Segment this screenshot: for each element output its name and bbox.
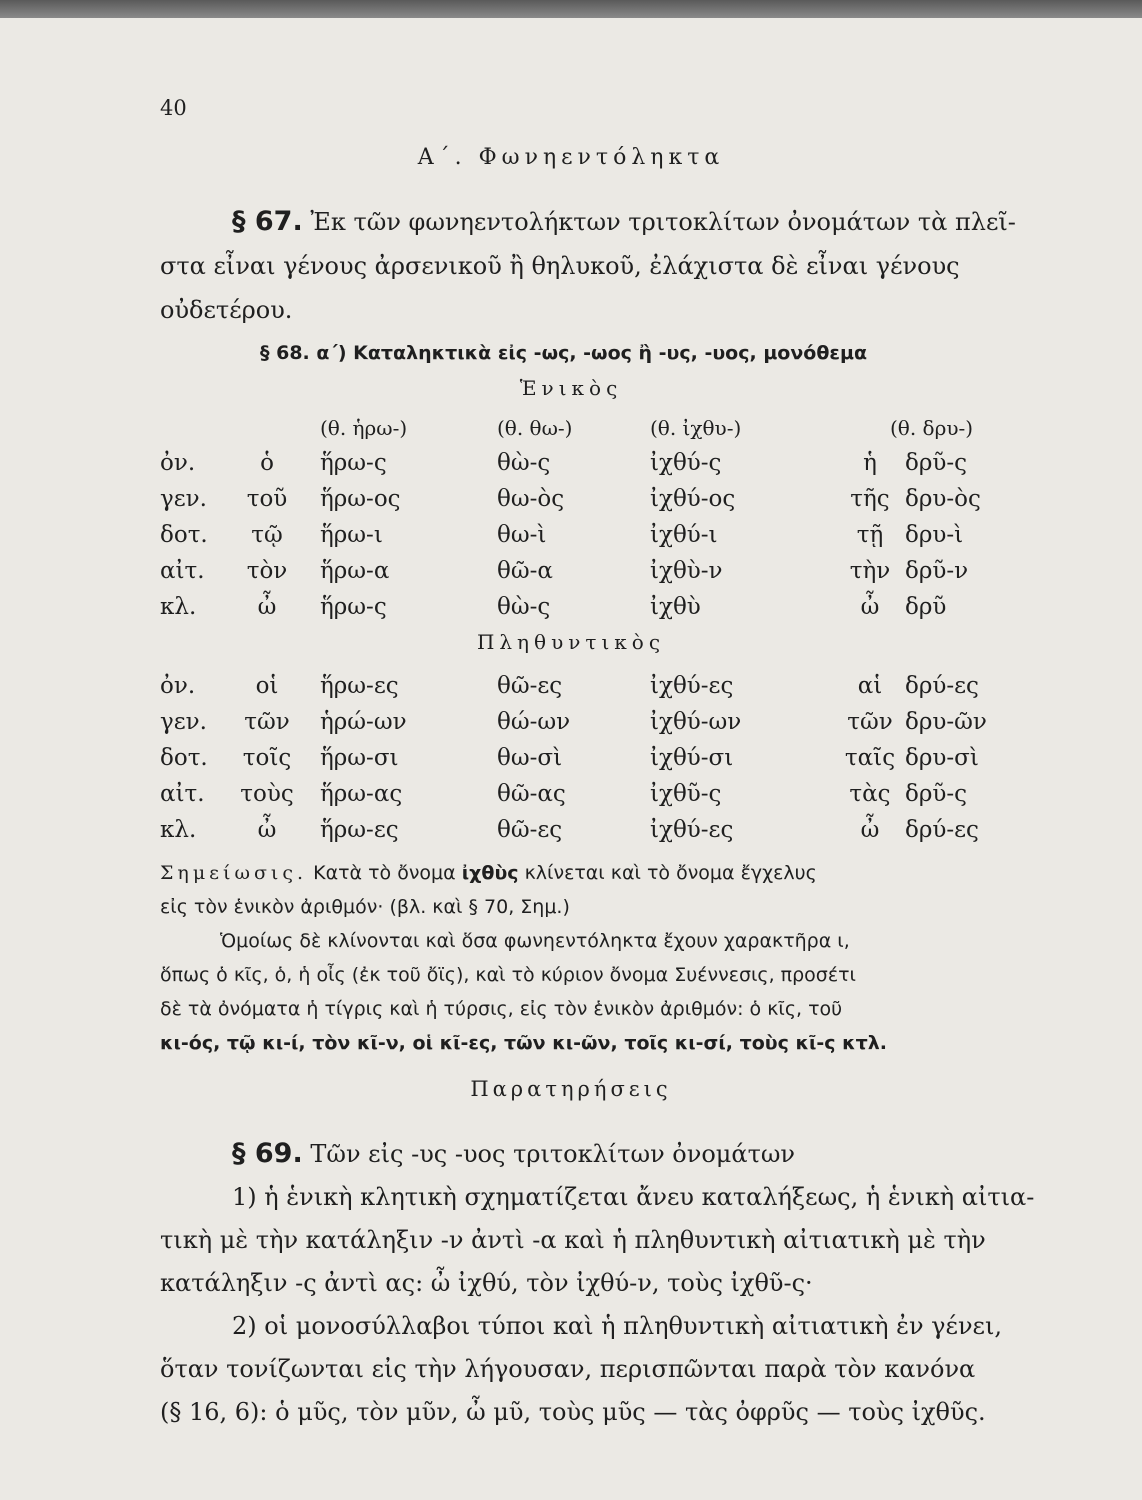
cell-art: τοὺς <box>240 781 294 807</box>
cell-w2: θὼ-ς <box>497 594 551 620</box>
cell-w1: ἥρω-ας <box>320 781 403 807</box>
cell-art2: τὴν <box>849 558 891 584</box>
cell-case: γεν. <box>160 486 207 512</box>
cell-case: κλ. <box>160 817 197 843</box>
section-67-line-1: § 67. Ἐκ τῶν φωνηεντολήκτων τριτοκλίτων ὀνομάτων τὰ πλεῖ- <box>232 206 1016 237</box>
cell-case: ὀν. <box>160 673 196 699</box>
stem-label: (θ. ἡρω-) <box>320 416 408 440</box>
cell-w3: ἰχθύ-ες <box>650 673 734 699</box>
cell-w4: δρυ-σὶ <box>905 745 979 771</box>
cell-art2: ὦ <box>860 594 880 620</box>
page-number: 40 <box>160 96 187 120</box>
cell-art2: τὰς <box>849 781 891 807</box>
section-69-line-5: 2) οἱ μονοσύλλαβοι τύποι καὶ ἡ πληθυντικὴ αἰτιατικὴ ἐν γένει, <box>232 1312 1003 1340</box>
cell-w3: ἰχθύ-ος <box>650 486 736 512</box>
cell-w4: δρυ-ὶ <box>905 522 964 548</box>
cell-w1: ἥρω-α <box>320 558 390 584</box>
note-line: δὲ τὰ ὀνόματα ἡ τίγρις καὶ ἡ τύρσις, εἰς τὸν ἑνικὸν ἀριθμόν: ὁ κῖς, τοῦ <box>160 998 843 1020</box>
cell-w3: ἰχθὺ-ν <box>650 558 723 584</box>
cell-w4: δρῦ-ς <box>905 450 968 476</box>
section-67-number: § 67. <box>232 206 303 237</box>
stem-label: (θ. δρυ-) <box>890 416 974 440</box>
chapter-heading: Α΄. Φωνηεντόληκτα <box>417 145 725 170</box>
note-line: Ὁμοίως δὲ κλίνονται καὶ ὅσα φωνηεντόληκτα ἔχουν χαρακτῆρα ι, <box>220 930 850 952</box>
cell-w2: θῶ-α <box>497 558 553 584</box>
cell-art: ὦ <box>257 817 277 843</box>
singular-label: Ἑνικὸς <box>519 376 623 400</box>
scan-top-edge <box>0 0 1142 18</box>
cell-w3: ἰχθύ-σι <box>650 745 734 771</box>
cell-art2: ὦ <box>860 817 880 843</box>
cell-w3: ἰχθύ-ι <box>650 522 718 548</box>
cell-art: τῶν <box>244 709 290 735</box>
cell-art2: τῇ <box>856 522 884 548</box>
cell-w3: ἰχθύ-ες <box>650 817 734 843</box>
cell-w4: δρυ-ὸς <box>905 486 981 512</box>
cell-w1: ἥρω-ι <box>320 522 383 548</box>
section-69-line-4: κατάληξιν -ς ἀντὶ ας: ὦ ἰχθύ, τὸν ἰχθύ-ν, τοὺς ἰχθῦ-ς· <box>160 1269 813 1297</box>
cell-w2: θῶ-ας <box>497 781 566 807</box>
cell-art: ὦ <box>257 594 277 620</box>
cell-case: ὀν. <box>160 450 196 476</box>
section-69 <box>160 1132 1035 1434</box>
cell-w4: δρῦ <box>905 594 947 620</box>
cell-w3: ἰχθύ-ς <box>650 450 722 476</box>
cell-w1: ἥρω-ς <box>320 450 387 476</box>
cell-art2: ταῖς <box>844 745 896 771</box>
cell-case: αἰτ. <box>160 558 205 584</box>
cell-art2: τῆς <box>850 486 890 512</box>
cell-case: γεν. <box>160 709 207 735</box>
cell-art: τὸν <box>246 558 288 584</box>
cell-case: δοτ. <box>160 522 208 548</box>
cell-w1: ἥρω-ες <box>320 673 399 699</box>
cell-art2: αἱ <box>857 673 883 699</box>
note-label: Σημείωσις. <box>160 862 308 884</box>
cell-w2: θῶ-ες <box>497 817 563 843</box>
cell-w1: ἥρω-ς <box>320 594 387 620</box>
note-line: Σημείωσις. Κατὰ τὸ ὄνομα ἰχθὺς κλίνεται καὶ τὸ ὄνομα ἔγχελυς <box>160 862 817 884</box>
cell-w2: θῶ-ες <box>497 673 563 699</box>
section-67-line-2: στα εἶναι γένους ἀρσενικοῦ ἢ θηλυκοῦ, ἐλάχιστα δὲ εἶναι γένους <box>160 252 960 280</box>
cell-case: αἰτ. <box>160 781 205 807</box>
cell-w4: δρῦ-ν <box>905 558 969 584</box>
section-69-line-1: § 69. Τῶν εἰς -υς -υος τριτοκλίτων ὀνομάτων <box>232 1138 796 1169</box>
cell-art: τῷ <box>251 522 283 548</box>
note-line: εἰς τὸν ἑνικὸν ἀριθμόν· (βλ. καὶ § 70, Σημ.) <box>160 896 570 918</box>
cell-w1: ἡρώ-ων <box>320 709 407 735</box>
cell-art2: ἡ <box>863 450 877 476</box>
section-69-number: § 69. <box>232 1138 303 1169</box>
cell-art2: τῶν <box>847 709 893 735</box>
cell-w1: ἥρω-σι <box>320 745 399 771</box>
cell-w4: δρῦ-ς <box>905 781 968 807</box>
cell-w1: ἥρω-ες <box>320 817 399 843</box>
cell-w4: δρύ-ες <box>905 673 979 699</box>
note-block <box>160 856 990 1060</box>
stem-label: (θ. θω-) <box>497 416 573 440</box>
cell-case: κλ. <box>160 594 197 620</box>
cell-w1: ἥρω-ος <box>320 486 401 512</box>
cell-art: ὁ <box>260 450 274 476</box>
section-68-heading: § 68. α΄) Καταληκτικὰ εἰς -ως, -ωος ἢ -υς, -υος, μονόθεμα <box>260 342 868 364</box>
stem-label: (θ. ἰχθυ-) <box>650 416 742 440</box>
section-69-line-6: ὅταν τονίζωνται εἰς τὴν λήγουσαν, περισπῶνται παρὰ τὸν κανόνα <box>160 1355 976 1383</box>
section-67-line-3: οὐδετέρου. <box>160 296 293 324</box>
note-line: κι-ός, τῷ κι-ί, τὸν κῖ-ν, οἱ κῖ-ες, τῶν κι-ῶν, τοῖς κι-σί, τοὺς κῖ-ς κτλ. <box>160 1032 888 1054</box>
cell-art: τοῖς <box>242 745 292 771</box>
cell-w3: ἰχθῦ-ς <box>650 781 722 807</box>
cell-w4: δρύ-ες <box>905 817 979 843</box>
cell-w2: θὼ-ς <box>497 450 551 476</box>
section-67 <box>160 200 1016 332</box>
section-69-line-7: (§ 16, 6): ὁ μῦς, τὸν μῦν, ὦ μῦ, τοὺς μῦς — τὰς ὀφρῦς — τοὺς ἰχθῦς. <box>160 1398 986 1426</box>
cell-art: οἱ <box>255 673 279 699</box>
observations-heading: Παρατηρήσεις <box>470 1077 672 1101</box>
cell-w4: δρυ-ῶν <box>905 709 987 735</box>
cell-art: τοῦ <box>246 486 288 512</box>
cell-case: δοτ. <box>160 745 208 771</box>
section-69-line-3: τικὴ μὲ τὴν κατάληξιν -ν ἀντὶ -α καὶ ἡ πληθυντικὴ αἰτιατικὴ μὲ τὴν <box>160 1226 986 1254</box>
plural-label: Πληθυντικὸς <box>476 630 666 654</box>
cell-w2: θω-ὸς <box>497 486 565 512</box>
note-line: ὅπως ὁ κῖς, ὁ, ἡ οἶς (ἐκ τοῦ ὄϊς), καὶ τὸ κύριον ὄνομα Συέννεσις, προσέτι <box>160 964 856 986</box>
section-69-line-2: 1) ἡ ἑνικὴ κλητικὴ σχηματίζεται ἄνευ καταλήξεως, ἡ ἑνικὴ αἰτια- <box>232 1183 1035 1211</box>
cell-w3: ἰχθὺ <box>650 594 701 620</box>
cell-w2: θω-σὶ <box>497 745 563 771</box>
cell-w2: θώ-ων <box>497 709 571 735</box>
cell-w2: θω-ὶ <box>497 522 547 548</box>
cell-w3: ἰχθύ-ων <box>650 709 742 735</box>
